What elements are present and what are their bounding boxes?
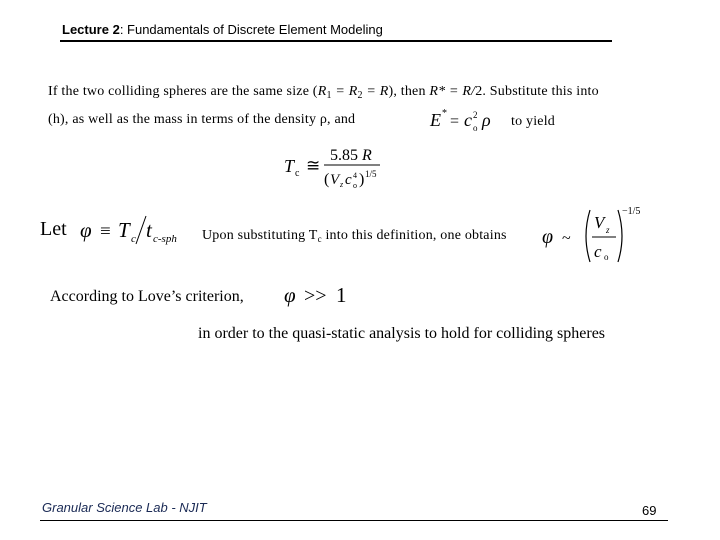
- svg-text:z: z: [340, 180, 344, 189]
- svg-text:>>: >>: [304, 285, 327, 307]
- para-line-1: If the two colliding spheres are the same size $(R_1 = R_2 = R)$, then R* = R/2. Substitute this into: [48, 84, 599, 101]
- contact-time-equation: [282, 140, 392, 192]
- svg-text:(: (: [324, 171, 330, 188]
- page-number: 69: [642, 503, 657, 518]
- svg-text:4: 4: [353, 171, 357, 180]
- reduced-radius-expr: R* = R/: [429, 84, 476, 99]
- svg-text:T: T: [284, 156, 295, 176]
- svg-text:o: o: [604, 252, 609, 262]
- phi-definition-equation: [76, 210, 186, 250]
- para2-text-a: (h), as well as the mass in terms of the density ρ, and: [48, 112, 356, 127]
- footer-lab-name: Granular Science Lab - NJIT: [42, 500, 207, 515]
- svg-text:): ): [359, 171, 365, 188]
- svg-text:ρ: ρ: [482, 110, 491, 130]
- para1-text-a: If the two colliding spheres are the same size (: [48, 84, 318, 99]
- svg-text:~: ~: [562, 230, 571, 247]
- svg-text:−1/5: −1/5: [622, 206, 641, 217]
- svg-text:*: *: [442, 108, 447, 119]
- svg-text:V: V: [330, 172, 340, 188]
- svg-text:V: V: [594, 213, 605, 232]
- phi-much-greater-equation: [282, 280, 352, 310]
- svg-text:c: c: [131, 233, 136, 245]
- svg-text:c: c: [594, 242, 602, 261]
- svg-text:2: 2: [473, 110, 478, 120]
- let-label: Let: [40, 218, 67, 240]
- svg-text:E: E: [430, 110, 441, 130]
- para1-text-b: ), then: [388, 84, 430, 99]
- slide-header: [62, 22, 383, 37]
- svg-text:≅: ≅: [306, 156, 321, 175]
- header-divider: [60, 40, 612, 42]
- svg-text:1/5: 1/5: [365, 169, 377, 179]
- upon-substituting-text: Upon substituting $T_c$ into this definition, one obtains: [202, 228, 507, 244]
- para-line-2: [48, 112, 355, 128]
- modulus-equation: [428, 104, 504, 134]
- svg-text:c: c: [345, 172, 352, 188]
- love-criterion-text: According to Love’s criterion,: [50, 288, 244, 305]
- svg-text:o: o: [353, 181, 357, 190]
- svg-text:R: R: [362, 147, 372, 164]
- phi-proportionality-equation: [540, 202, 648, 268]
- to-yield-text: to yield: [511, 114, 555, 129]
- svg-text:φ: φ: [284, 283, 296, 307]
- svg-text:φ: φ: [80, 218, 92, 242]
- svg-text:T: T: [118, 218, 130, 242]
- footer-divider: [40, 520, 668, 521]
- svg-text:=: =: [450, 113, 460, 130]
- lecture-label: Lecture 2: [62, 22, 120, 37]
- svg-text:c-sph: c-sph: [153, 233, 177, 245]
- svg-text:c: c: [464, 110, 472, 130]
- svg-text:1: 1: [336, 283, 347, 307]
- svg-text:≡: ≡: [100, 221, 111, 242]
- svg-text:c: c: [295, 168, 300, 179]
- para1-text-c: . Substitute this into: [482, 84, 599, 99]
- conclusion-text: in order to the quasi-static analysis to hold for colliding spheres: [198, 325, 606, 342]
- svg-text:o: o: [473, 123, 478, 133]
- svg-text:5.85: 5.85: [330, 147, 358, 164]
- svg-text:t: t: [146, 218, 152, 242]
- svg-text:z: z: [606, 225, 610, 235]
- equal-radius-expr: $R_1 = R_2 = R$: [317, 84, 389, 101]
- lecture-title: : Fundamentals of Discrete Element Modeling: [119, 22, 383, 37]
- svg-text:φ: φ: [542, 226, 554, 248]
